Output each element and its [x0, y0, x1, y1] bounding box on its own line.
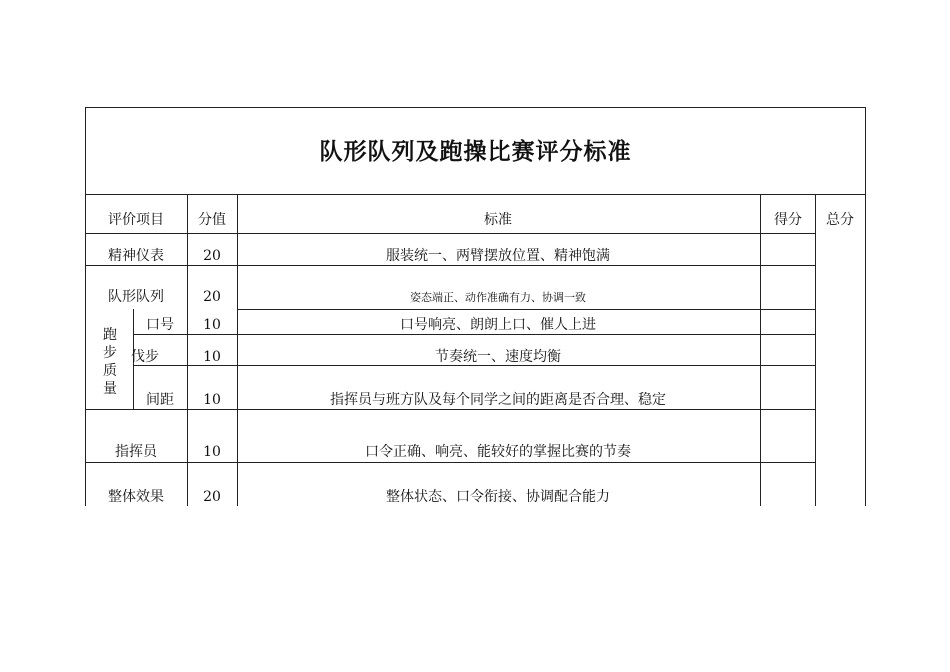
row-score: 10: [203, 349, 221, 365]
row-divider: [85, 265, 815, 266]
header-total: 总分: [826, 212, 854, 228]
table-border-right: [865, 107, 866, 506]
header-standard: 标准: [484, 212, 512, 228]
row-standard: 整体状态、口令衔接、协调配合能力: [386, 489, 610, 505]
row-item: 伐步: [131, 349, 159, 365]
row-divider: [85, 462, 815, 463]
col-divider: [237, 194, 238, 506]
row-standard: 指挥员与班方队及每个同学之间的距离是否合理、稳定: [330, 392, 666, 408]
row-divider: [85, 194, 866, 195]
row-item: 间距: [146, 392, 174, 408]
row-score: 20: [203, 289, 221, 305]
row-score: 10: [203, 392, 221, 408]
group-label-char: 跑: [103, 327, 117, 343]
row-standard: 口号响亮、朗朗上口、催人上进: [400, 317, 596, 333]
header-item: 评价项目: [108, 212, 164, 228]
row-divider: [237, 309, 815, 310]
row-score: 10: [203, 444, 221, 460]
row-score: 10: [203, 317, 221, 333]
group-label-char: 量: [103, 381, 117, 397]
row-item: 指挥员: [115, 444, 157, 460]
col-divider: [815, 194, 816, 506]
row-standard: 姿态端正、动作准确有力、协调一致: [410, 291, 586, 304]
row-divider: [133, 365, 815, 366]
row-score: 20: [203, 248, 221, 264]
row-score: 20: [203, 489, 221, 505]
row-divider: [133, 334, 815, 335]
row-item: 精神仪表: [108, 248, 164, 264]
row-standard: 服装统一、两臂摆放位置、精神饱满: [386, 248, 610, 264]
col-divider: [760, 194, 761, 506]
col-divider: [187, 194, 188, 506]
row-standard: 节奏统一、速度均衡: [435, 349, 561, 365]
row-item: 队形队列: [108, 289, 164, 305]
group-label-char: 质: [103, 363, 117, 379]
row-divider: [85, 233, 815, 234]
row-item: 口号: [146, 317, 174, 333]
row-divider: [85, 409, 815, 410]
row-standard: 口令正确、响亮、能较好的掌握比赛的节奏: [365, 444, 631, 460]
table-border-top: [85, 107, 866, 108]
group-label: [102, 326, 118, 398]
page-title: 队形队列及跑操比赛评分标准: [319, 138, 632, 165]
header-got: 得分: [774, 212, 802, 228]
group-label-char: 步: [103, 345, 117, 361]
row-item: 整体效果: [108, 489, 164, 505]
header-score: 分值: [198, 212, 226, 228]
